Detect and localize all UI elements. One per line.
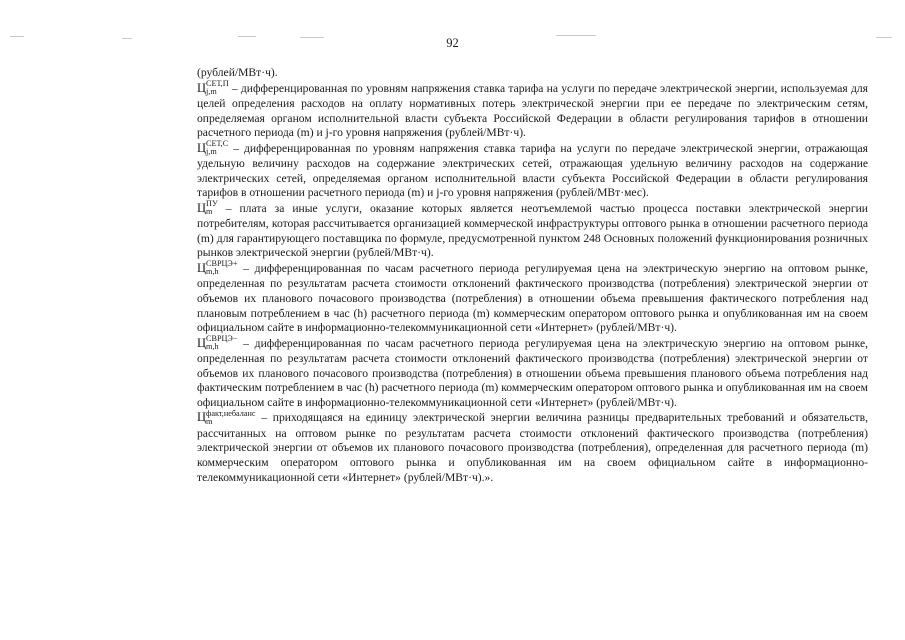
definition-paragraph bbox=[197, 261, 868, 336]
symbol-base: Ц bbox=[197, 335, 207, 350]
symbol-base: Ц bbox=[197, 260, 207, 275]
definitions-list bbox=[197, 78, 868, 486]
symbol-base: Ц bbox=[197, 140, 207, 155]
symbol-superscript: ПУ bbox=[206, 199, 218, 209]
symbol-indices bbox=[206, 260, 237, 276]
symbol-indices bbox=[206, 140, 228, 156]
symbol-superscript: СЕТ,С bbox=[206, 139, 229, 149]
symbol-indices bbox=[206, 410, 255, 426]
definition-text: – дифференцированная по часам расчетного периода регулируемая цена на электрическую энергию на оптовом рынке, определенная по результатам расчета стоимости отклонений фактического производства (потребления) электрической энергии от объемов их планового почасового производства (потребления) в отношении объема превышения планового объема потребления над фактическим потреблением в час (h) расчетного периода (m) коммерческим оператором оптового рынка и опубликованная им на своем официальном сайте в информационно-телекоммуникационной сети «Интернет» (рублей/МВт·ч). bbox=[197, 336, 868, 409]
definition-paragraph bbox=[197, 201, 868, 261]
definition-text: – плата за иные услуги, оказание которых является неотъемлемой частью процесса поставки электрической энергии потребителям, которая рассчитывается организацией коммерческой инфраструктуры оптового рынка в отношении расчетного периода (m) для гарантирующего поставщика по формуле, предусмотренной пунктом 248 Основных положений функционирования розничных рынков электрической энергии (рублей/МВт·ч). bbox=[197, 201, 868, 260]
symbol-indices bbox=[206, 80, 229, 96]
document-body bbox=[197, 66, 868, 485]
lead-line: (рублей/МВт·ч). bbox=[197, 66, 278, 79]
symbol-indices bbox=[206, 200, 218, 216]
symbol-base: Ц bbox=[197, 410, 207, 425]
definition-text: – дифференцированная по часам расчетного периода регулируемая цена на электрическую энергию на оптовом рынке, определенная по результатам расчета стоимости отклонений фактического производства (потребления) электрической энергии от объемов их планового почасового производства (потребления) в отношении объема превышения фактического потребления над плановым потреблением в час (h) расчетного периода (m) коммерческим оператором оптового рынка и опубликованная им на своем официальном сайте в информационно-телекоммуникационной сети «Интернет» (рублей/МВт·ч). bbox=[197, 261, 868, 335]
price-symbol bbox=[197, 261, 237, 277]
price-symbol bbox=[197, 201, 218, 217]
symbol-subscript: j,m bbox=[206, 147, 217, 157]
symbol-indices bbox=[206, 335, 237, 351]
symbol-subscript: m,h bbox=[206, 342, 219, 352]
symbol-subscript: m bbox=[206, 207, 213, 217]
symbol-superscript: СВРЦЭ+ bbox=[206, 259, 238, 269]
symbol-subscript: j,m bbox=[206, 86, 217, 96]
price-symbol bbox=[197, 141, 228, 157]
symbol-base: Ц bbox=[197, 200, 207, 215]
symbol-superscript: СЕТ,П bbox=[206, 78, 229, 88]
definition-text: – дифференцированная по уровням напряжения ставка тарифа на услуги по передаче электрической энергии, используемая для целей определения расходов на оплату нормативных потерь электрической энергии при ее передаче по электрическим сетям, определяемая органом исполнительной власти субъекта Российской Федерации в области регулирования тарифов в отношении расчетного периода (m) и j-го уровня напряжения (рублей/МВт·ч). bbox=[197, 81, 868, 140]
symbol-base: Ц bbox=[197, 80, 207, 95]
definition-paragraph bbox=[197, 141, 868, 201]
definition-text: – дифференцированная по уровням напряжения ставка тарифа на услуги по передаче электрической энергии, отражающая удельную величину расходов на содержание электрических сетей, отражающая удельную величину расходов на содержание электрических сетей, определяемая органом исполнительной власти субъекта Российской Федерации в области регулирования тарифов в отношении расчетного периода (m) и j-го уровня напряжения (рублей/МВт·мес). bbox=[197, 141, 868, 200]
page-number: 92 bbox=[446, 36, 459, 50]
definition-paragraph bbox=[197, 410, 868, 485]
symbol-superscript: СВРЦЭ− bbox=[206, 334, 238, 344]
symbol-superscript: факт,небаланс bbox=[206, 408, 256, 418]
price-symbol bbox=[197, 410, 255, 426]
definition-text: – приходящаяся на единицу электрической энергии величина разницы предварительных требований и обязательств, рассчитанных на оптовом рынке по результатам расчета стоимости отклонений фактического производства (потребления) электрической энергии от объемов их планового почасового производства (потребления), определенная для расчетного периода (m) коммерческим оператором оптового рынка и опубликованная им на своем официальном сайте в информационно-телекоммуникационной сети «Интернет» (рублей/МВт·ч).». bbox=[197, 411, 868, 484]
symbol-subscript: m,h bbox=[206, 267, 219, 277]
definition-paragraph bbox=[197, 78, 868, 141]
price-symbol bbox=[197, 336, 237, 352]
price-symbol bbox=[197, 78, 229, 97]
definition-paragraph bbox=[197, 336, 868, 411]
symbol-subscript: m bbox=[206, 416, 213, 426]
